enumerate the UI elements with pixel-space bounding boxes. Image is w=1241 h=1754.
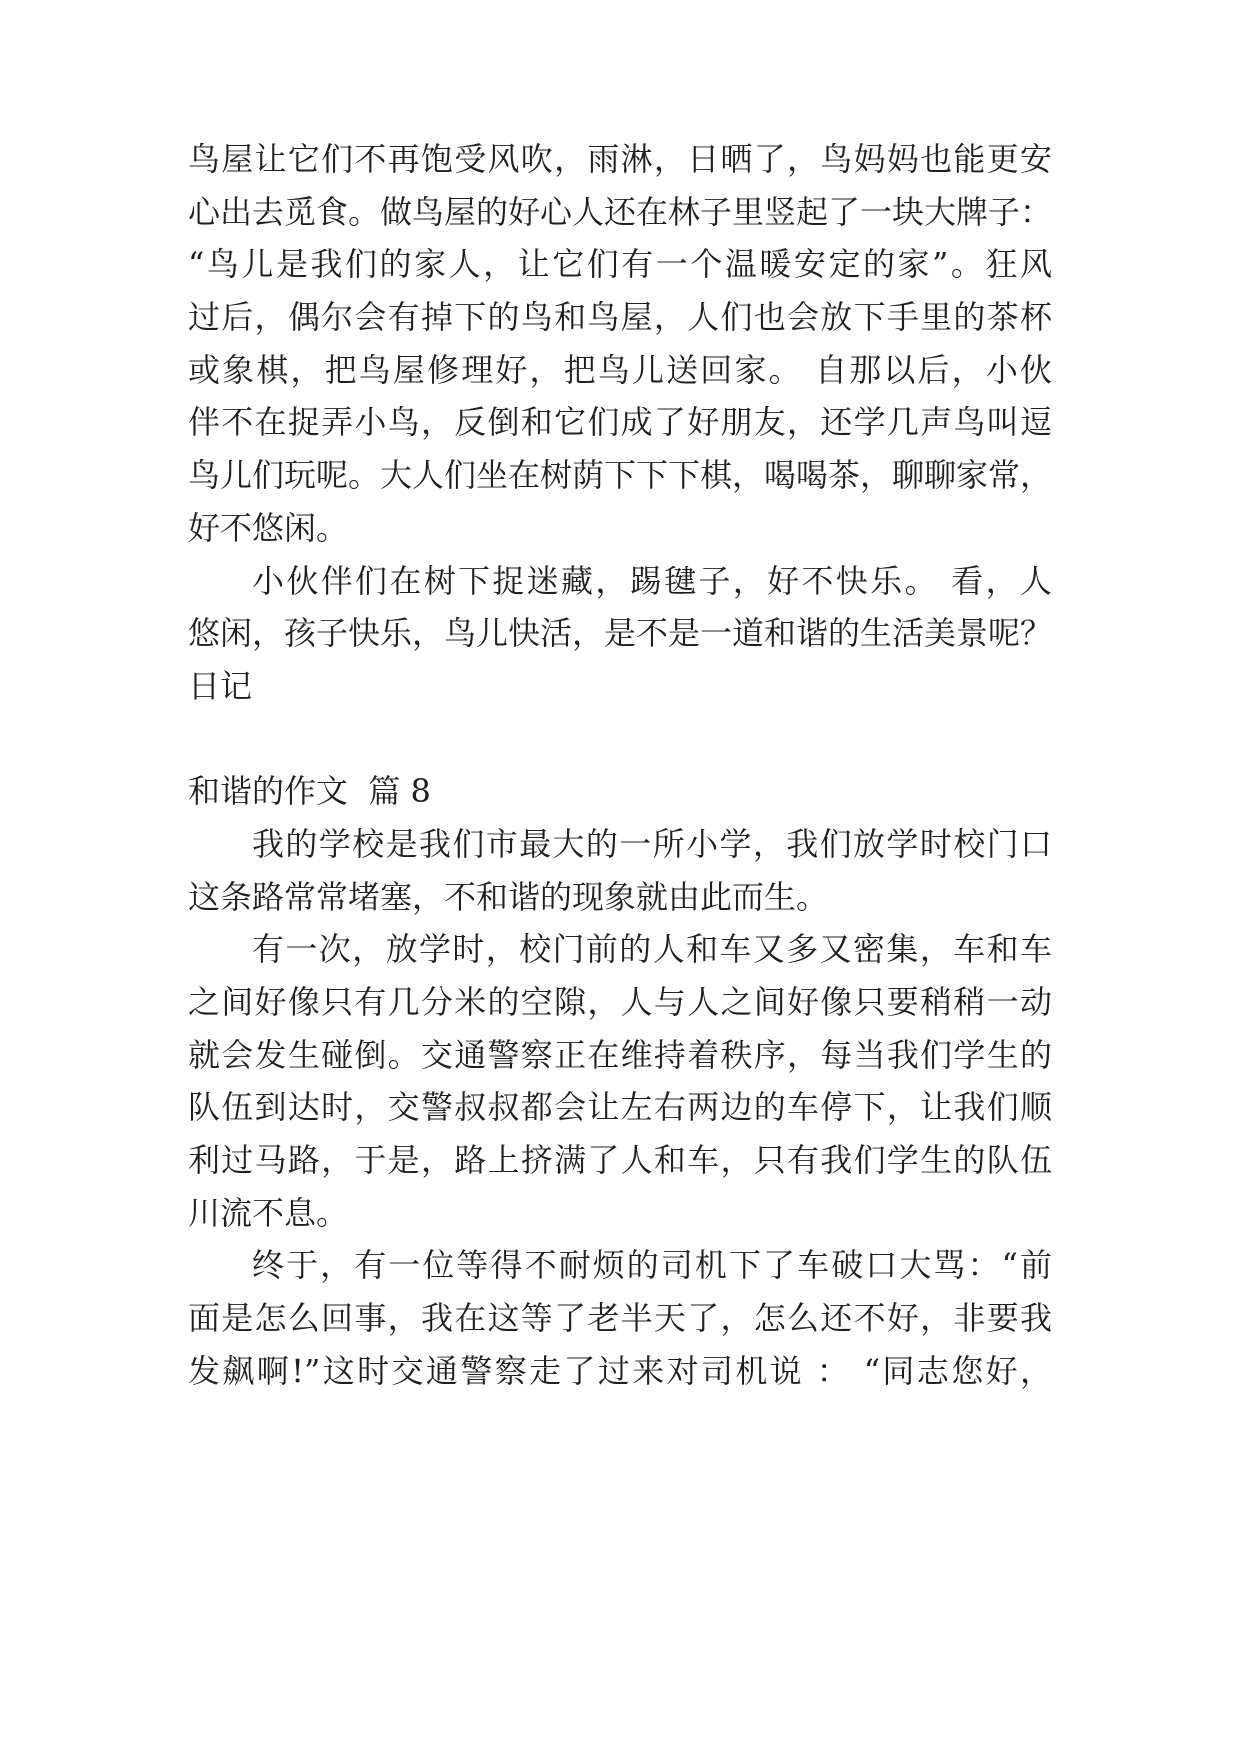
text-line: 队伍到达时，交警叔叔都会让左右两边的车停下，让我们顺	[188, 1088, 1052, 1127]
text-line: 好不悠闲。	[188, 508, 349, 547]
text-line: 面是怎么回事，我在这等了老半天了，怎么还不好，非要我	[188, 1299, 1052, 1338]
text-line: 川流不息。	[188, 1193, 349, 1232]
paragraph	[188, 1239, 1052, 1397]
text-line: 小伙伴们在树下捉迷藏，踢毽子，好不快乐。 看，人	[252, 561, 1052, 600]
text-line: 之间好像只有几分米的空隙，人与人之间好像只要稍稍一动	[188, 983, 1052, 1021]
text-line: 有一次，放学时，校门前的人和车又多又密集，车和车	[252, 930, 1052, 969]
text-line: 心出去觅食。做鸟屋的好心人还在林子里竖起了一块大牌子：	[188, 192, 1052, 231]
section-heading: 和谐的作文 篇 8	[188, 772, 431, 811]
text-line: “鸟儿是我们的家人，让它们有一个温暖安定的家”。狂风	[188, 245, 1052, 284]
text-line: 悠闲，孩子快乐，鸟儿快活，是不是一道和谐的生活美景呢？	[188, 614, 1052, 653]
paragraph	[188, 133, 1052, 555]
paragraph	[188, 555, 1052, 713]
text-line: 终于，有一位等得不耐烦的司机下了车破口大骂：“前	[252, 1246, 1052, 1285]
paragraph	[188, 923, 1052, 1239]
text-line: 鸟屋让它们不再饱受风吹，雨淋，日晒了，鸟妈妈也能更安	[188, 140, 1052, 178]
text-line: 或象棋，把鸟屋修理好，把鸟儿送回家。 自那以后，小伙	[188, 350, 1052, 389]
text-line: 我的学校是我们市最大的一所小学，我们放学时校门口	[252, 824, 1052, 863]
text-line: 就会发生碰倒。交通警察正在维持着秩序，每当我们学生的	[188, 1035, 1052, 1074]
text-line: 这条路常常堵塞，不和谐的现象就由此而生。	[188, 877, 829, 916]
text-line: 过后，偶尔会有掉下的鸟和鸟屋，人们也会放下手里的茶杯	[188, 298, 1052, 337]
text-line: 鸟儿们玩呢。大人们坐在树荫下下下棋，喝喝茶，聊聊家常，	[188, 456, 1052, 495]
text-line: 利过马路，于是，路上挤满了人和车，只有我们学生的队伍	[188, 1141, 1052, 1180]
paragraph	[188, 818, 1052, 923]
document-body	[188, 133, 1052, 1398]
text-line: 日记	[188, 666, 253, 705]
text-line: 发飙啊!”这时交通警察走了过来对司机说 ： “同志您好，	[188, 1351, 1052, 1390]
text-line: 伴不在捉弄小鸟，反倒和它们成了好朋友，还学几声鸟叫逗	[188, 403, 1052, 442]
